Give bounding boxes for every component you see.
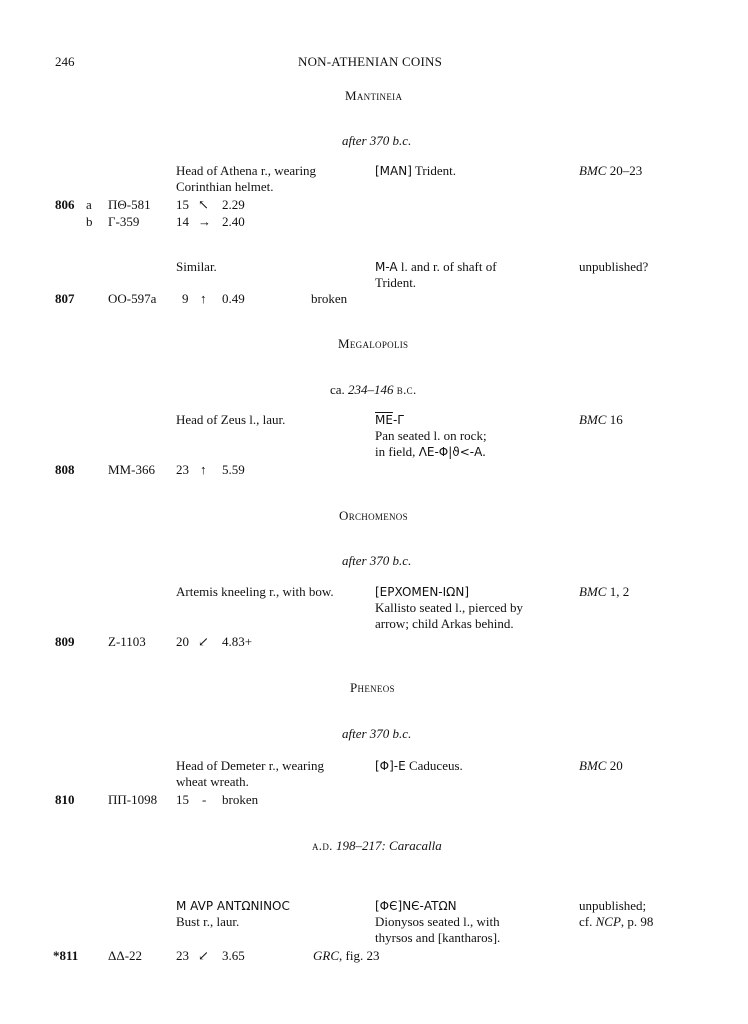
- entry-number-807: 807: [55, 291, 75, 306]
- reverse-text-809-line1: Kallisto seated l., pierced by: [375, 600, 524, 615]
- entry-number-809: 809: [55, 634, 75, 649]
- reverse-text-809-line2: arrow; child Arkas behind.: [375, 616, 514, 631]
- axis-arrow-806b: →: [198, 214, 211, 229]
- period-orchomenos: after 370 b.c.: [342, 553, 412, 568]
- reverse-legend-808-overlined: $\overline{ME}$: [375, 413, 393, 427]
- reference-808-rest: 16: [609, 412, 623, 427]
- reference-810-ital: BMC: [579, 758, 607, 773]
- reverse-text-808-line1: Pan seated l. on rock;: [375, 428, 487, 443]
- period-megalopolis-dates: 234–146: [348, 382, 394, 397]
- reverse-text-806: Trident.: [414, 163, 456, 178]
- page-number: 246: [55, 54, 75, 69]
- reverse-810: [375, 758, 463, 774]
- obverse-806-line1: Head of Athena r., wearing: [176, 163, 317, 178]
- note-811-ital: GRC: [313, 948, 339, 963]
- variant-letter-806b: b: [86, 214, 93, 229]
- obverse-809: Artemis kneeling r., with bow.: [176, 584, 334, 599]
- axis-mark-810: -: [202, 792, 207, 807]
- reverse-legend-807: M-A: [375, 260, 398, 274]
- reference-806: [579, 163, 642, 179]
- inventory-806b: Γ-359: [108, 214, 140, 229]
- reverse-legend-808: [375, 412, 404, 428]
- weight-806a: 2.29: [222, 197, 245, 212]
- weight-809: 4.83+: [222, 634, 253, 649]
- reference-806-ital: BMC: [579, 163, 607, 178]
- entry-number-806: 806: [55, 197, 75, 212]
- weight-811: 3.65: [222, 948, 245, 963]
- axis-arrow-811: ↙: [198, 948, 209, 963]
- obverse-legend-811: M AVP ANTΩNINOC: [176, 899, 290, 913]
- reverse-legend-811: [ΦЄ]NЄ-ATΩN: [375, 899, 457, 913]
- reference-810-rest: 20: [609, 758, 623, 773]
- reverse-text-807-line2: Trident.: [375, 275, 417, 290]
- weight-807: 0.49: [222, 291, 245, 306]
- reverse-legend-808-field: ΛE-Φ|ϑ<-A.: [418, 445, 486, 459]
- period-caracalla-prefix: a.d.: [312, 838, 333, 853]
- period-caracalla: [312, 838, 442, 854]
- weight-810: broken: [222, 792, 259, 807]
- entry-number-808: 808: [55, 462, 75, 477]
- reverse-text-808-prefix: in field,: [375, 444, 416, 459]
- reverse-legend-809: [EPXOMEN-IΩN]: [375, 585, 470, 599]
- reference-806-rest: 20–23: [609, 163, 643, 178]
- period-megalopolis: [330, 382, 417, 398]
- diameter-811: 23: [176, 948, 189, 963]
- reference-808-ital: BMC: [579, 412, 607, 427]
- reference-811-rest: , p. 98: [620, 914, 654, 929]
- obverse-810-line2: wheat wreath.: [176, 774, 249, 789]
- reverse-text-810: Caduceus.: [408, 758, 463, 773]
- inventory-806a: ΠΘ-581: [108, 197, 151, 212]
- reverse-text-811-line1: Dionysos seated l., with: [375, 914, 500, 929]
- entry-number-811: *811: [53, 948, 79, 963]
- period-mantineia: after 370 b.c.: [342, 133, 412, 148]
- reverse-text-811-line2: thyrsos and [kantharos].: [375, 930, 501, 945]
- section-heading-megalopolis: Megalopolis: [338, 336, 409, 351]
- note-807: broken: [311, 291, 348, 306]
- reference-811-prefix: cf.: [579, 914, 593, 929]
- axis-arrow-807: ↑: [200, 291, 207, 306]
- reference-809: [579, 584, 629, 600]
- reference-811-line2: [579, 914, 653, 930]
- period-megalopolis-suffix: b.c.: [396, 382, 417, 397]
- note-811-rest: , fig. 23: [339, 948, 380, 963]
- reference-811-line1: unpublished;: [579, 898, 647, 913]
- reference-811-ital: NCP: [595, 914, 621, 929]
- inventory-809: Z-1103: [108, 634, 146, 649]
- reference-809-rest: 1, 2: [609, 584, 630, 599]
- reference-807: unpublished?: [579, 259, 649, 274]
- obverse-text-811: Bust r., laur.: [176, 914, 240, 929]
- period-pheneos: after 370 b.c.: [342, 726, 412, 741]
- running-title: NON-ATHENIAN COINS: [298, 54, 443, 69]
- section-heading-orchomenos: Orchomenos: [339, 508, 408, 523]
- reverse-legend-806: [MAN]: [375, 164, 412, 178]
- reverse-807-line1: [375, 259, 497, 275]
- reference-809-ital: BMC: [579, 584, 607, 599]
- period-megalopolis-prefix: ca.: [330, 382, 345, 397]
- entry-number-810: 810: [55, 792, 75, 807]
- axis-arrow-808: ↑: [200, 462, 207, 477]
- reverse-legend-810: [Φ]-E: [375, 759, 406, 773]
- reverse-text-807-line1: l. and r. of shaft of: [400, 259, 497, 274]
- weight-806b: 2.40: [222, 214, 245, 229]
- obverse-806-line2: Corinthian helmet.: [176, 179, 274, 194]
- diameter-807: 9: [182, 291, 189, 306]
- weight-808: 5.59: [222, 462, 245, 477]
- obverse-810-line1: Head of Demeter r., wearing: [176, 758, 324, 773]
- inventory-810: ΠΠ-1098: [108, 792, 158, 807]
- section-heading-mantineia: Mantineia: [345, 88, 403, 103]
- obverse-807: Similar.: [176, 259, 217, 274]
- variant-letter-806a: a: [86, 197, 92, 212]
- diameter-806a: 15: [176, 197, 189, 212]
- reference-808: [579, 412, 623, 428]
- diameter-809: 20: [176, 634, 189, 649]
- period-caracalla-dates: 198–217: Caracalla: [335, 838, 442, 853]
- note-811: [313, 948, 379, 964]
- section-heading-pheneos: Pheneos: [350, 680, 395, 695]
- reverse-806: [375, 163, 456, 179]
- obverse-808: Head of Zeus l., laur.: [176, 412, 286, 427]
- diameter-806b: 14: [176, 214, 189, 229]
- axis-arrow-806a: ↖: [198, 197, 209, 212]
- reverse-legend-808-rest: -Γ: [392, 413, 404, 427]
- reference-810: [579, 758, 623, 774]
- inventory-811: ΔΔ-22: [108, 948, 143, 963]
- inventory-808: MM-366: [108, 462, 155, 477]
- inventory-807: OO-597a: [108, 291, 157, 306]
- axis-arrow-809: ↙: [198, 634, 209, 649]
- diameter-810: 15: [176, 792, 189, 807]
- reverse-text-808-line2: [375, 444, 486, 460]
- diameter-808: 23: [176, 462, 189, 477]
